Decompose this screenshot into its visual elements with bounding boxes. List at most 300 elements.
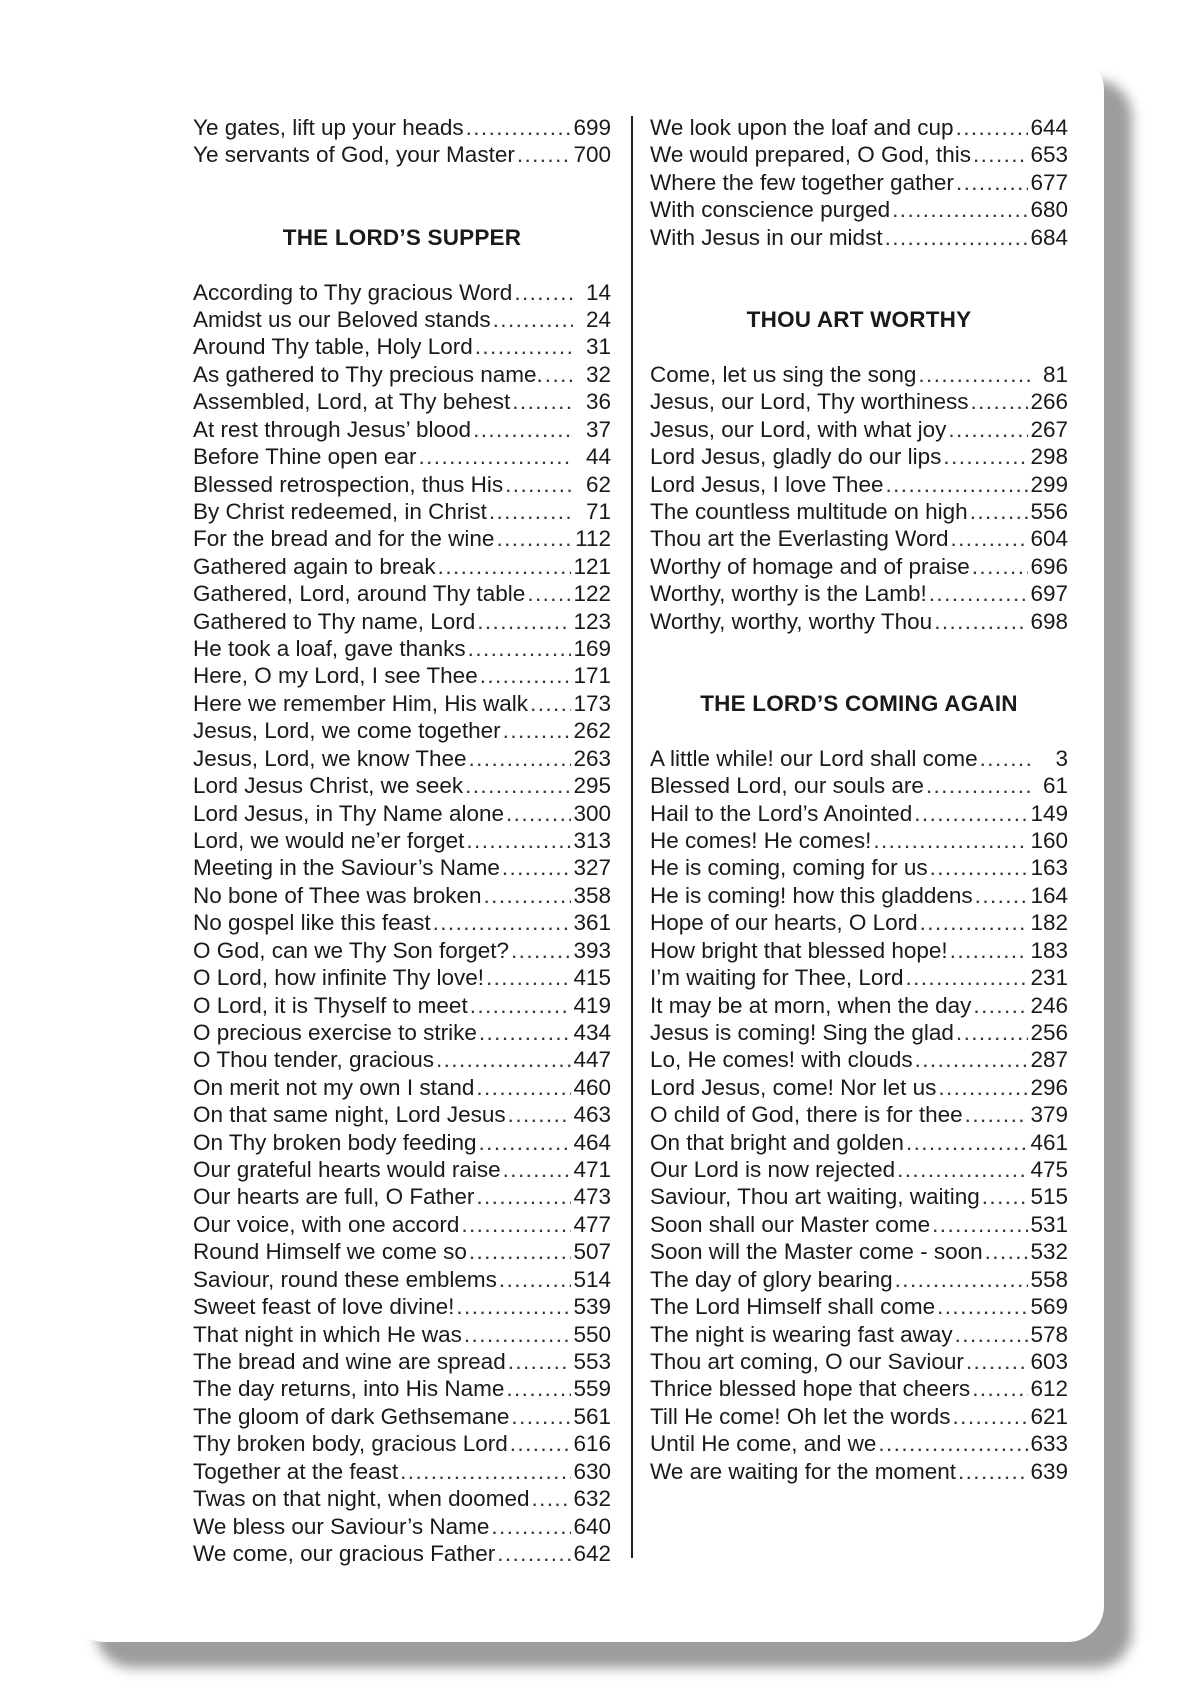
entry-title: On Thy broken body feeding — [193, 1129, 477, 1155]
entry-title: We come, our gracious Father — [193, 1540, 496, 1566]
entry-title: Lord Jesus, gladly do our lips — [650, 444, 942, 470]
dot-leader — [505, 471, 573, 498]
dot-leader — [545, 361, 573, 388]
section-gap — [650, 333, 1068, 360]
section-gap — [193, 251, 611, 278]
entry-number: 296 — [1030, 1074, 1068, 1100]
dot-leader — [885, 471, 1028, 498]
index-entry — [193, 608, 611, 635]
index-entry — [193, 635, 611, 662]
entry-number: 393 — [573, 937, 611, 963]
entry-number: 642 — [573, 1540, 611, 1566]
entry-number: 14 — [585, 279, 611, 305]
dot-leader — [503, 1156, 572, 1183]
index-entry — [193, 1019, 611, 1046]
dot-leader — [895, 1266, 1029, 1293]
dot-leader — [456, 1293, 571, 1320]
index-entry — [193, 416, 611, 443]
entry-title: On that bright and golden — [650, 1129, 904, 1155]
dot-leader — [953, 1403, 1029, 1430]
entry-number: 550 — [573, 1321, 611, 1347]
entry-title: Meeting in the Saviour’s Name — [193, 855, 500, 881]
entry-number: 630 — [573, 1458, 611, 1484]
dot-leader — [918, 361, 1030, 388]
index-entry — [650, 1046, 1068, 1073]
entry-number: 419 — [573, 992, 611, 1018]
dot-leader — [527, 580, 571, 607]
entry-title: Thou art coming, O our Saviour — [650, 1349, 964, 1375]
index-entry — [650, 1101, 1068, 1128]
dot-leader — [468, 635, 572, 662]
index-entry — [650, 1211, 1068, 1238]
dot-leader — [493, 306, 573, 333]
index-entry — [193, 1485, 611, 1512]
index-entry — [193, 443, 611, 470]
entry-number: 514 — [573, 1266, 611, 1292]
entry-number: 473 — [573, 1184, 611, 1210]
entry-title: How bright that blessed hope! — [650, 937, 948, 963]
index-entry — [193, 388, 611, 415]
dot-leader — [506, 800, 571, 827]
index-entry — [650, 1348, 1068, 1375]
entry-title: Twas on that night, when doomed — [193, 1486, 530, 1512]
entry-number: 327 — [573, 855, 611, 881]
index-entry — [193, 1129, 611, 1156]
left-continued-list — [193, 114, 611, 169]
entry-title: For the bread and for the wine — [193, 526, 495, 552]
dot-leader — [973, 992, 1028, 1019]
dot-leader — [491, 1513, 571, 1540]
index-entry — [193, 1458, 611, 1485]
dot-leader — [905, 964, 1028, 991]
index-entry — [193, 1430, 611, 1457]
right-column — [650, 114, 1068, 1485]
index-entry — [650, 443, 1068, 470]
dot-leader — [892, 196, 1028, 223]
dot-leader — [970, 388, 1028, 415]
entry-title: Thy broken body, gracious Lord — [193, 1431, 508, 1457]
index-entry — [193, 525, 611, 552]
entry-title: The day of glory bearing — [650, 1266, 893, 1292]
dot-leader — [937, 1293, 1028, 1320]
entry-title: Sweet feast of love divine! — [193, 1294, 455, 1320]
entry-title: Lord, we would ne’er forget — [193, 827, 465, 853]
index-entry — [193, 882, 611, 909]
entry-title: Around Thy table, Holy Lord — [193, 334, 473, 360]
index-entry — [650, 1074, 1068, 1101]
index-entry — [650, 827, 1068, 854]
entry-title: Lord Jesus, come! Nor let us — [650, 1074, 937, 1100]
entry-number: 24 — [585, 306, 611, 332]
dot-leader — [470, 992, 572, 1019]
index-entry — [650, 1403, 1068, 1430]
entry-number: 36 — [585, 389, 611, 415]
dot-leader — [503, 717, 572, 744]
entry-number: 460 — [573, 1074, 611, 1100]
dot-leader — [956, 114, 1029, 141]
entry-title: According to Thy gracious Word — [193, 279, 513, 305]
entry-number: 361 — [573, 910, 611, 936]
index-entry — [193, 745, 611, 772]
entry-title: The countless multitude on high — [650, 498, 968, 524]
index-entry — [193, 690, 611, 717]
dot-leader — [932, 1211, 1028, 1238]
lords-coming-again-list — [650, 745, 1068, 1485]
dot-leader — [938, 1074, 1028, 1101]
dot-leader — [479, 1019, 572, 1046]
index-entry — [193, 1156, 611, 1183]
entry-title: Gathered again to break — [193, 553, 436, 579]
index-entry — [650, 800, 1068, 827]
dot-leader — [510, 1430, 572, 1457]
entry-title: Soon shall our Master come — [650, 1211, 931, 1237]
entry-number: 684 — [1030, 224, 1068, 250]
index-entry — [193, 1238, 611, 1265]
dot-leader — [469, 1238, 572, 1265]
entry-number: 121 — [573, 553, 611, 579]
entry-title: Hope of our hearts, O Lord — [650, 910, 918, 936]
entry-title: Jesus, our Lord, with what joy — [650, 416, 947, 442]
index-entry — [193, 717, 611, 744]
dot-leader — [508, 1101, 572, 1128]
index-entry — [650, 388, 1068, 415]
right-continued-list — [650, 114, 1068, 251]
index-entry — [650, 772, 1068, 799]
dot-leader — [465, 772, 571, 799]
lords-supper-list — [193, 279, 611, 1568]
entry-number: 122 — [573, 581, 611, 607]
entry-title: Before Thine open ear — [193, 444, 417, 470]
entry-title: O precious exercise to strike — [193, 1019, 477, 1045]
entry-title: He took a loaf, gave thanks — [193, 636, 466, 662]
entry-title: Here, O my Lord, I see Thee — [193, 663, 478, 689]
dot-leader — [934, 608, 1028, 635]
dot-leader — [897, 1156, 1028, 1183]
dot-leader — [972, 1375, 1028, 1402]
entry-title: Jesus, Lord, we know Thee — [193, 745, 467, 771]
entry-title: Ye servants of God, your Master — [193, 142, 515, 168]
index-entry — [193, 909, 611, 936]
index-entry — [193, 553, 611, 580]
section-heading-lords-supper: THE LORD’S SUPPER — [282, 224, 522, 250]
section-gap — [193, 169, 611, 224]
entry-title: A little while! our Lord shall come — [650, 745, 978, 771]
entry-number: 298 — [1030, 444, 1068, 470]
index-entry — [193, 1046, 611, 1073]
entry-number: 559 — [573, 1376, 611, 1402]
entry-title: I’m waiting for Thee, Lord — [650, 965, 904, 991]
dot-leader — [906, 1129, 1029, 1156]
entry-number: 699 — [573, 115, 611, 140]
index-entry — [650, 1375, 1068, 1402]
entry-title: The Lord Himself shall come — [650, 1294, 936, 1320]
entry-title: Lord Jesus, I love Thee — [650, 471, 884, 497]
entry-number: 632 — [573, 1486, 611, 1512]
index-entry — [650, 882, 1068, 909]
index-entry — [193, 992, 611, 1019]
index-entry — [193, 114, 611, 141]
entry-number: 160 — [1030, 828, 1068, 853]
dot-leader — [499, 1266, 572, 1293]
dot-leader — [929, 580, 1029, 607]
dot-leader — [530, 690, 571, 717]
entry-number: 604 — [1030, 526, 1068, 552]
entry-title: Come, let us sing the song — [650, 361, 917, 387]
dot-leader — [476, 1074, 571, 1101]
entry-title: Worthy, worthy, worthy Thou — [650, 608, 933, 634]
dot-leader — [508, 1348, 572, 1375]
dot-leader — [506, 1375, 571, 1402]
dot-leader — [926, 772, 1030, 799]
index-entry — [650, 196, 1068, 223]
index-entry — [193, 1074, 611, 1101]
entry-number: 578 — [1030, 1321, 1068, 1347]
dot-leader — [484, 882, 572, 909]
index-entry — [650, 909, 1068, 936]
index-entry — [193, 1321, 611, 1348]
entry-number: 183 — [1030, 937, 1068, 963]
dot-leader — [955, 1321, 1029, 1348]
entry-title: On merit not my own I stand — [193, 1074, 475, 1100]
entry-title: Here we remember Him, His walk — [193, 690, 529, 716]
index-entry — [193, 306, 611, 333]
index-entry — [193, 800, 611, 827]
entry-number: 680 — [1030, 197, 1068, 223]
entry-title: We would prepared, O God, this — [650, 142, 971, 168]
dot-leader — [466, 827, 571, 854]
entry-title: Jesus, our Lord, Thy worthiness — [650, 389, 969, 415]
entry-number: 698 — [1030, 608, 1068, 634]
index-entry — [193, 1101, 611, 1128]
dot-leader — [878, 1430, 1028, 1457]
entry-title: He is coming, coming for us — [650, 855, 928, 881]
index-entry — [650, 1019, 1068, 1046]
index-entry — [193, 471, 611, 498]
index-entry — [650, 416, 1068, 443]
entry-number: 696 — [1030, 553, 1068, 579]
entry-number: 556 — [1030, 498, 1068, 524]
entry-title: Jesus, Lord, we come together — [193, 718, 501, 744]
index-entry — [650, 937, 1068, 964]
entry-number: 313 — [573, 827, 611, 853]
entry-title: Until He come, and we — [650, 1431, 877, 1457]
entry-title: No bone of Thee was broken — [193, 882, 482, 908]
entry-title: It may be at morn, when the day — [650, 992, 972, 1018]
entry-number: 32 — [585, 361, 611, 387]
dot-leader — [419, 443, 574, 470]
entry-number: 112 — [575, 526, 611, 552]
dot-leader — [511, 1403, 571, 1430]
index-entry — [650, 1430, 1068, 1457]
index-entry — [650, 141, 1068, 168]
entry-title: The bread and wine are spread — [193, 1349, 506, 1374]
dot-leader — [477, 608, 571, 635]
index-entry — [650, 1238, 1068, 1265]
index-entry — [193, 1183, 611, 1210]
entry-number: 653 — [1030, 142, 1068, 168]
entry-number: 164 — [1030, 882, 1068, 908]
index-entry — [193, 141, 611, 168]
entry-number: 182 — [1030, 910, 1068, 936]
entry-number: 262 — [573, 718, 611, 744]
dot-leader — [956, 169, 1029, 196]
index-entry — [650, 1129, 1068, 1156]
entry-number: 62 — [585, 471, 611, 497]
entry-title: Ye gates, lift up your heads — [193, 115, 464, 140]
index-entry — [650, 498, 1068, 525]
dot-leader — [511, 937, 571, 964]
section-heading-lords-coming-again: THE LORD’S COMING AGAIN — [700, 690, 1018, 716]
entry-title: We are waiting for the moment — [650, 1458, 956, 1484]
dot-leader — [514, 279, 573, 306]
entry-number: 379 — [1030, 1102, 1068, 1128]
index-entry — [193, 937, 611, 964]
dot-leader — [920, 909, 1029, 936]
entry-title: Lord Jesus, in Thy Name alone — [193, 800, 505, 826]
dot-leader — [966, 1348, 1029, 1375]
section-heading-thou-art-worthy: THOU ART WORTHY — [746, 306, 972, 332]
column-divider — [631, 116, 633, 1558]
entry-number: 553 — [573, 1349, 611, 1374]
entry-title: With Jesus in our midst — [650, 224, 883, 250]
dot-leader — [915, 1046, 1029, 1073]
dot-leader — [489, 498, 573, 525]
entry-number: 71 — [585, 498, 611, 524]
entry-number: 300 — [573, 800, 611, 826]
index-entry — [650, 471, 1068, 498]
entry-number: 263 — [573, 745, 611, 771]
entry-title: On that same night, Lord Jesus — [193, 1102, 506, 1128]
entry-title: Worthy, worthy is the Lamb! — [650, 581, 927, 607]
entry-number: 507 — [573, 1239, 611, 1265]
entry-title: He comes! He comes! — [650, 828, 872, 853]
dot-leader — [958, 1458, 1028, 1485]
index-entry — [650, 1321, 1068, 1348]
entry-number: 169 — [573, 636, 611, 662]
dot-leader — [975, 882, 1029, 909]
index-entry — [650, 361, 1068, 388]
entry-title: O Lord, how infinite Thy love! — [193, 965, 484, 991]
entry-title: Saviour, round these emblems — [193, 1266, 497, 1292]
index-entry — [650, 992, 1068, 1019]
dot-leader — [475, 333, 573, 360]
index-entry — [650, 745, 1068, 772]
entry-number: 697 — [1030, 581, 1068, 607]
dot-leader — [970, 498, 1029, 525]
entry-title: No gospel like this feast — [193, 910, 431, 936]
entry-title: Till He come! Oh let the words — [650, 1403, 951, 1429]
index-entry — [650, 1183, 1068, 1210]
entry-title: Our hearts are full, O Father — [193, 1184, 475, 1210]
dot-leader — [914, 800, 1028, 827]
entry-title: That night in which He was — [193, 1321, 462, 1347]
entry-number: 515 — [1030, 1184, 1068, 1210]
entry-number: 231 — [1030, 965, 1068, 991]
index-entry — [193, 1266, 611, 1293]
dot-leader — [436, 1046, 571, 1073]
index-entry — [193, 1348, 611, 1375]
entry-number: 415 — [573, 965, 611, 991]
dot-leader — [965, 1101, 1029, 1128]
entry-title: Soon will the Master come - soon — [650, 1239, 983, 1265]
entry-title: Our voice, with one accord — [193, 1211, 460, 1237]
entry-number: 700 — [573, 142, 611, 168]
index-entry — [650, 224, 1068, 251]
dot-leader — [433, 909, 572, 936]
dot-leader — [496, 525, 573, 552]
index-entry — [650, 114, 1068, 141]
entry-number: 561 — [573, 1403, 611, 1429]
index-entry — [650, 608, 1068, 635]
entry-number: 612 — [1030, 1376, 1068, 1402]
dot-leader — [480, 662, 572, 689]
dot-leader — [982, 1183, 1029, 1210]
entry-number: 123 — [573, 608, 611, 634]
entry-number: 31 — [585, 334, 611, 360]
index-entry — [193, 580, 611, 607]
index-entry — [193, 964, 611, 991]
dot-leader — [956, 1019, 1029, 1046]
index-entry — [193, 279, 611, 306]
entry-title: Thou art the Everlasting Word — [650, 526, 949, 552]
entry-number: 633 — [1030, 1431, 1068, 1457]
entry-number: 61 — [1042, 773, 1068, 799]
entry-number: 639 — [1030, 1458, 1068, 1484]
entry-title: Worthy of homage and of praise — [650, 553, 970, 579]
dot-leader — [464, 1321, 572, 1348]
section-gap — [650, 717, 1068, 744]
entry-number: 640 — [573, 1513, 611, 1539]
entry-title: Jesus is coming! Sing the glad — [650, 1019, 954, 1045]
entry-number: 475 — [1030, 1157, 1068, 1183]
entry-number: 603 — [1030, 1349, 1068, 1375]
entry-number: 461 — [1030, 1129, 1068, 1155]
entry-title: We look upon the loaf and cup — [650, 115, 954, 140]
entry-title: Together at the feast — [193, 1458, 399, 1484]
thou-art-worthy-list — [650, 361, 1068, 635]
entry-title: Gathered, Lord, around Thy table — [193, 581, 526, 607]
index-entry — [650, 169, 1068, 196]
index-entry — [193, 1513, 611, 1540]
entry-title: Thrice blessed hope that cheers — [650, 1376, 971, 1402]
entry-number: 299 — [1030, 471, 1068, 497]
index-entry — [193, 827, 611, 854]
entry-number: 539 — [573, 1294, 611, 1320]
entry-number: 531 — [1030, 1211, 1068, 1237]
entry-title: With conscience purged — [650, 197, 891, 223]
entry-number: 464 — [573, 1129, 611, 1155]
index-entry — [650, 553, 1068, 580]
entry-title: At rest through Jesus’ blood — [193, 416, 472, 442]
entry-number: 246 — [1030, 992, 1068, 1018]
dot-leader — [479, 1129, 572, 1156]
entry-number: 266 — [1030, 389, 1068, 415]
dot-leader — [468, 745, 571, 772]
dot-leader — [973, 141, 1028, 168]
index-entry — [650, 1293, 1068, 1320]
dot-leader — [531, 1485, 571, 1512]
dot-leader — [473, 416, 573, 443]
dot-leader — [502, 854, 572, 881]
entry-number: 256 — [1030, 1019, 1068, 1045]
entry-number: 267 — [1030, 416, 1068, 442]
left-column — [193, 114, 611, 1567]
entry-number: 81 — [1042, 361, 1068, 387]
dot-leader — [950, 937, 1029, 964]
entry-number: 558 — [1030, 1266, 1068, 1292]
entry-number: 463 — [573, 1102, 611, 1128]
entry-number: 287 — [1030, 1047, 1068, 1073]
